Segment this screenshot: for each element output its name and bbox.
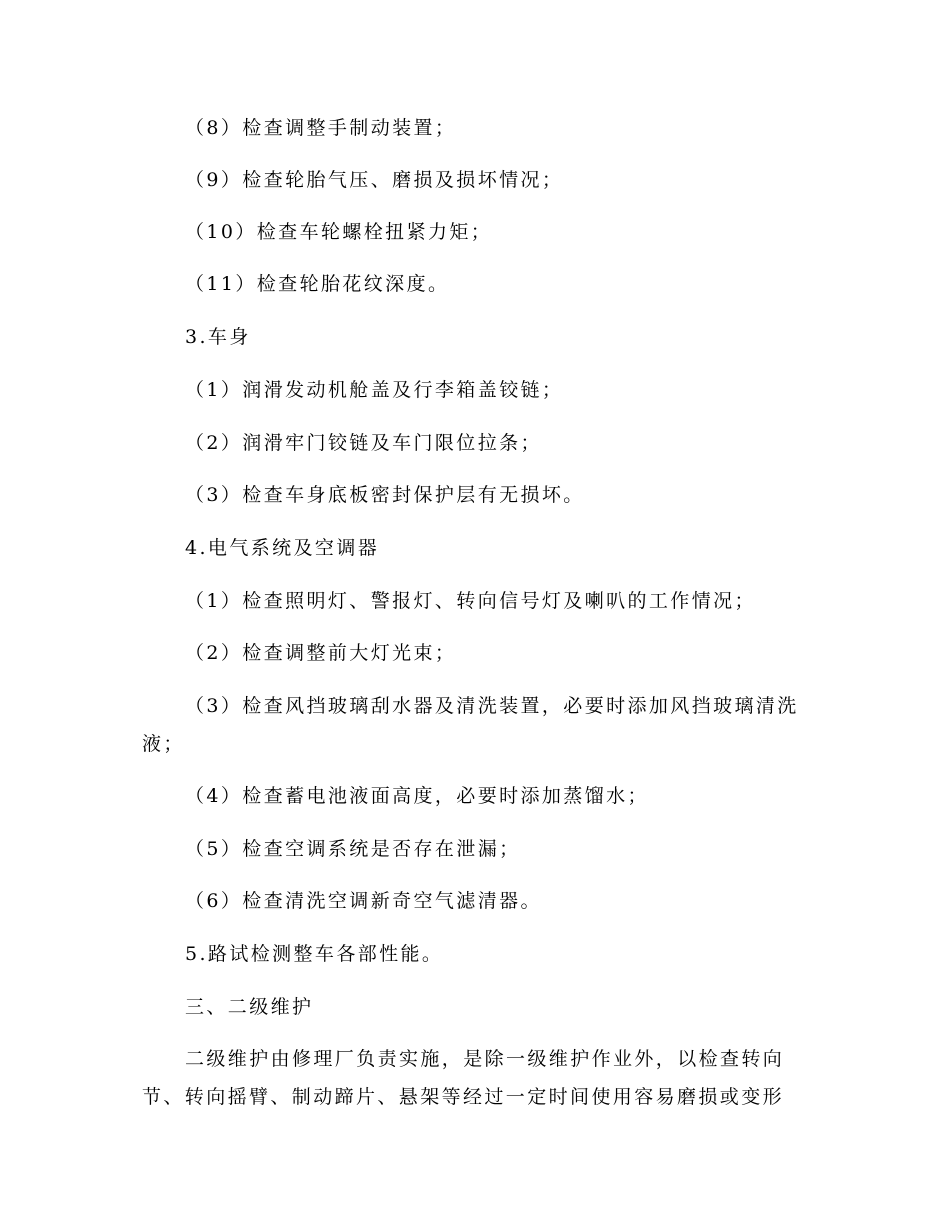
text-line: （1）检查照明灯、警报灯、转向信号灯及喇叭的工作情况；	[185, 590, 756, 612]
text-line: （10）检查车轮螺栓扭紧力矩；	[185, 221, 493, 243]
paragraph-line: 节、转向摇臂、制动蹄片、悬架等经过一定时间使用容易磨损或变形	[142, 1086, 785, 1108]
text-line: （1）润滑发动机舱盖及行李箱盖铰链；	[185, 379, 564, 401]
text-line: （6）检查清洗空调新奇空气滤清器。	[185, 890, 542, 912]
text-line: （3）检查风挡玻璃刮水器及清洗装置，必要时添加风挡玻璃清洗	[185, 695, 799, 717]
text-line: （4）检查蓄电池液面高度，必要时添加蒸馏水；	[185, 785, 649, 807]
text-line: （9）检查轮胎气压、磨损及损坏情况；	[185, 169, 564, 191]
section-heading: 5.路试检测整车各部性能。	[185, 943, 444, 965]
text-line: （3）检查车身底板密封保护层有无损坏。	[185, 484, 585, 506]
text-line: （8）检查调整手制动装置；	[185, 117, 457, 139]
text-line: （2）检查调整前大灯光束；	[185, 642, 457, 664]
text-line: （2）润滑牢门铰链及车门限位拉条；	[185, 432, 542, 454]
text-line: （11）检查轮胎花纹深度。	[185, 273, 450, 295]
section-heading: 4.电气系统及空调器	[185, 537, 380, 559]
chapter-heading: 三、二级维护	[185, 996, 314, 1018]
paragraph-line: 二级维护由修理厂负责实施，是除一级维护作业外，以检查转向	[185, 1048, 785, 1070]
text-line-continuation: 液；	[142, 733, 185, 755]
text-line: （5）检查空调系统是否存在泄漏；	[185, 838, 521, 860]
section-heading: 3.车身	[185, 326, 251, 348]
